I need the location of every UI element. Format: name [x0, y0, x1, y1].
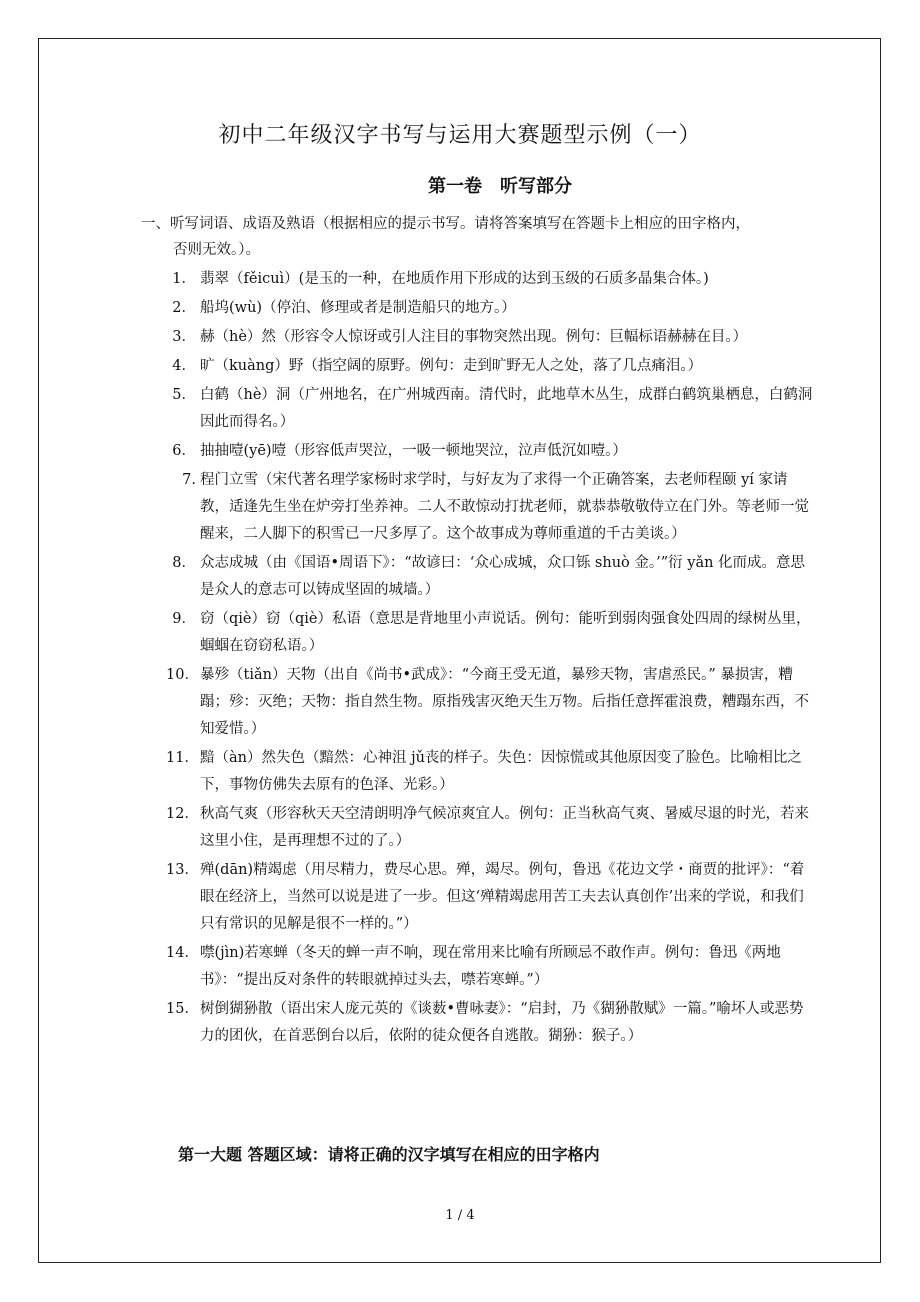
item-text: 秋高气爽（形容秋天天空清朗明净气候凉爽宜人。例句：正当秋高气爽、暑威尽退的时光，若来这里小住，是再理想不过的了。）	[200, 806, 809, 849]
item-text: 窃（qiè）窃（qiè）私语（意思是背地里小声说话。例句：能听到弱肉强食处四周的绿树丛里，蝈蝈在窃窃私语。）	[200, 611, 811, 654]
item-number: 11．	[166, 750, 199, 766]
intro-line-2: 否则无效。）。	[173, 242, 260, 258]
item-number: 7.	[182, 472, 196, 488]
item-number: 12．	[166, 806, 199, 822]
list-item	[166, 438, 816, 465]
item-number: 3．	[172, 329, 196, 345]
item-text: 赫（hè）然（形容令人惊讶或引人注目的事物突然出现。例句：巨幅标语赫赫在目。）	[200, 329, 748, 345]
item-text: 船坞(wù)（停泊、修理或者是制造船只的地方。）	[200, 300, 516, 316]
item-text: 黯（àn）然失色（黯然：心神沮 jǔ丧的样子。失色：因惊慌或其他原因变了脸色。比喻相比之下，事物仿佛失去原有的色泽、光彩。）	[200, 750, 802, 793]
list-item	[166, 353, 816, 380]
item-number: 14．	[166, 945, 199, 961]
item-number: 13．	[166, 862, 199, 878]
intro-line-1: 一、听写词语、成语及熟语（根据相应的提示书写。请将答案填写在答题卡上相应的田字格内，	[141, 216, 750, 232]
document-title: 初中二年级汉字书写与运用大赛题型示例（一）	[218, 123, 702, 148]
item-number: 5．	[172, 387, 196, 403]
item-text: 噤(jìn)若寒蝉（冬天的蝉一声不响，现在常用来比喻有所顾忌不敢作声。例句：鲁迅《两地书》：“提出反对条件的转眼就掉过头去，噤若寒蝉。”）	[200, 945, 781, 988]
item-number: 4．	[172, 358, 196, 374]
item-number: 15．	[166, 1001, 199, 1017]
item-text: 树倒猢狲散（语出宋人庞元英的《谈薮•曹咏妻》：“启封，乃《猢狲散赋》一篇。”喻坏人或恶势力的团伙，在首恶倒台以后，依附的徒众便各自逃散。猢狲：猴子。）	[200, 1001, 804, 1044]
item-number: 2．	[172, 300, 196, 316]
list-item	[166, 662, 816, 743]
list-item	[166, 550, 816, 604]
section-subtitle: 第一卷 听写部分	[428, 176, 572, 197]
answer-section-heading: 第一大题 答题区域：请将正确的汉字填写在相应的田字格内	[178, 1145, 600, 1164]
item-text: 暴殄（tiǎn）天物（出自《尚书•武成》：“今商王受无道，暴殄天物，害虐烝民。” 暴损害，糟蹋；殄：灭绝；天物：指自然生物。原指残害灭绝天生万物。后指任意挥霍浪费，糟蹋东西，不知爱惜。）	[200, 667, 809, 737]
item-text: 抽抽噎(yē)噎（形容低声哭泣，一吸一顿地哭泣，泣声低沉如噎。）	[200, 443, 627, 459]
list-item	[166, 801, 816, 855]
list-item	[166, 857, 816, 938]
item-number: 9．	[172, 611, 196, 627]
list-item	[166, 745, 816, 799]
list-item	[166, 940, 816, 994]
list-item	[166, 467, 816, 548]
list-item	[166, 324, 816, 351]
item-number: 1．	[172, 271, 196, 287]
item-text: 旷（kuàng）野（指空阔的原野。例句：走到旷野无人之处，落了几点痛泪。）	[200, 358, 703, 374]
list-item	[166, 295, 816, 322]
item-text: 殚(dān)精竭虑（用尽精力，费尽心思。殚，竭尽。例句，鲁迅《花边文学・商贾的批评》：“着眼在经济上，当然可以说是进了一步。但这‘殚精竭虑用苦工夫去认真创作’出来的学说，和我们只有常识的见解是很不一样的。”）	[200, 862, 805, 932]
list-item	[166, 606, 816, 660]
item-text: 程门立雪（宋代著名理学家杨时求学时，与好友为了求得一个正确答案，去老师程颐 yí 家请教，适逢先生坐在炉旁打坐养神。二人不敢惊动打扰老师，就恭恭敬敬侍立在门外。等老师一觉醒来，二人脚下的积雪已一尺多厚了。这个故事成为尊师重道的千古美谈。）	[200, 472, 809, 542]
list-item	[166, 996, 816, 1050]
item-text: 白鹤（hè）洞（广州地名，在广州城西南。清代时，此地草木丛生，成群白鹤筑巢栖息，白鹤洞因此而得名。）	[200, 387, 813, 430]
list-item	[166, 266, 816, 293]
item-number: 6．	[172, 443, 196, 459]
item-text: 翡翠（fěicuì）(是玉的一种，在地质作用下形成的达到玉级的石质多晶集合体。)	[200, 271, 709, 287]
item-list	[166, 266, 816, 1052]
item-number: 8．	[172, 555, 196, 571]
page-number: 1 / 4	[445, 1208, 475, 1223]
item-number: 10．	[166, 667, 199, 683]
question-intro	[141, 211, 811, 263]
list-item	[166, 382, 816, 436]
item-text: 众志成城（由《国语•周语下》：“故谚曰：‘众心成城，众口铄 shuò 金。’”衍 yǎn 化而成。意思是众人的意志可以铸成坚固的城墙。）	[200, 555, 806, 598]
